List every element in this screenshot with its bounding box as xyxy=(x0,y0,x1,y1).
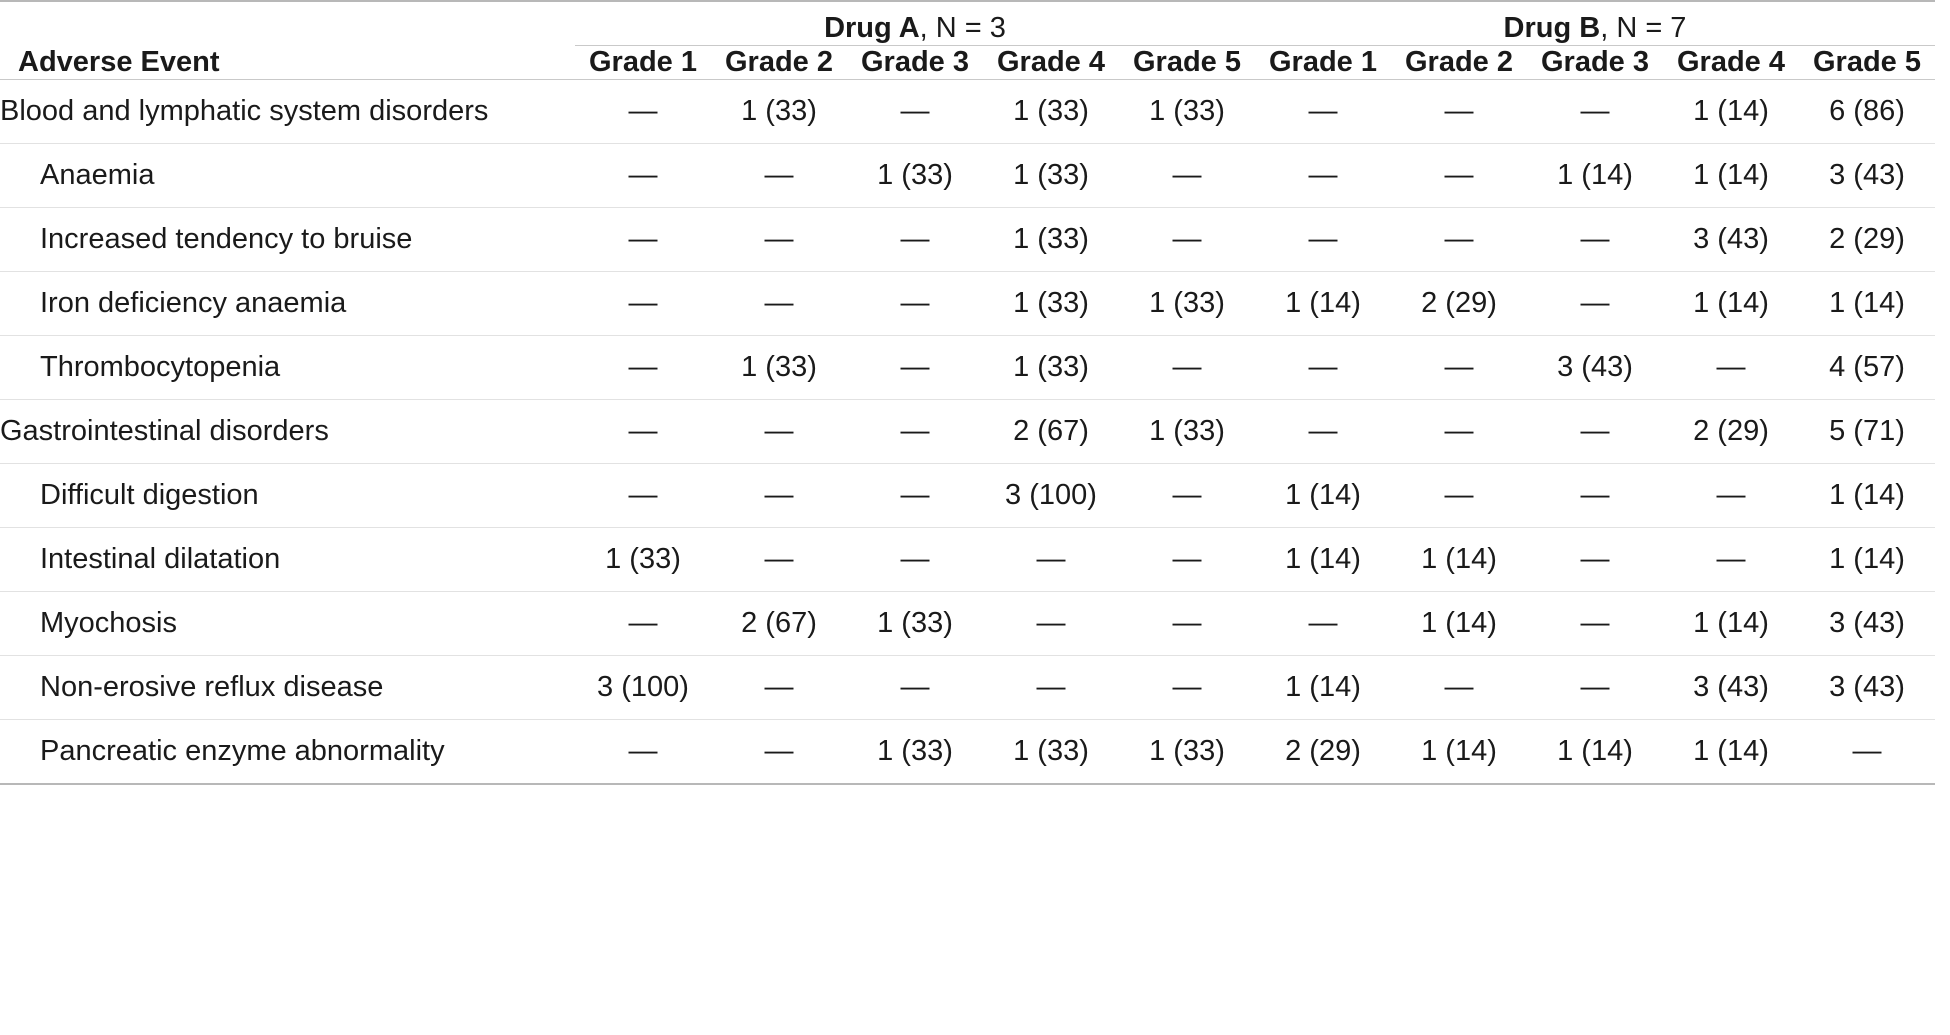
cell-value: 2 (67) xyxy=(983,400,1119,464)
table-row xyxy=(0,272,1935,336)
table-top-rule xyxy=(0,1,1935,12)
group-a-n: , N = 3 xyxy=(919,12,1006,44)
cell-value: 1 (33) xyxy=(983,80,1119,144)
cell-value: — xyxy=(847,80,983,144)
cell-value: — xyxy=(711,400,847,464)
cell-value: 1 (14) xyxy=(1527,720,1663,785)
table-row xyxy=(0,656,1935,720)
group-header-drug-b xyxy=(1255,12,1935,46)
column-header-a-grade-3: Grade 3 xyxy=(847,46,983,80)
table-row xyxy=(0,336,1935,400)
cell-value: 1 (33) xyxy=(983,208,1119,272)
cell-value: 1 (33) xyxy=(575,528,711,592)
cell-value: 1 (33) xyxy=(847,144,983,208)
cell-value: — xyxy=(1391,336,1527,400)
cell-value: 1 (33) xyxy=(1119,272,1255,336)
row-label: Thrombocytopenia xyxy=(0,336,575,400)
cell-value: — xyxy=(575,144,711,208)
cell-value: — xyxy=(1119,464,1255,528)
cell-value: — xyxy=(575,592,711,656)
table-body xyxy=(0,80,1935,785)
column-header-b-grade-5: Grade 5 xyxy=(1799,46,1935,80)
row-label: Difficult digestion xyxy=(0,464,575,528)
cell-value: — xyxy=(847,400,983,464)
cell-value: — xyxy=(575,400,711,464)
cell-value: 1 (33) xyxy=(983,272,1119,336)
cell-value: 1 (14) xyxy=(1255,656,1391,720)
cell-value: — xyxy=(1119,208,1255,272)
group-a-name: Drug A xyxy=(824,12,920,44)
table-row xyxy=(0,80,1935,144)
group-b-n: , N = 7 xyxy=(1600,12,1687,44)
cell-value: — xyxy=(711,720,847,785)
table-row xyxy=(0,144,1935,208)
cell-value: 1 (14) xyxy=(1663,80,1799,144)
cell-value: 1 (14) xyxy=(1255,464,1391,528)
cell-value: — xyxy=(1663,528,1799,592)
cell-value: — xyxy=(1527,80,1663,144)
cell-value: 1 (33) xyxy=(711,80,847,144)
cell-value: 1 (14) xyxy=(1663,720,1799,785)
cell-value: 3 (100) xyxy=(983,464,1119,528)
row-label: Intestinal dilatation xyxy=(0,528,575,592)
row-label: Gastrointestinal disorders xyxy=(0,400,575,464)
cell-value: 1 (33) xyxy=(711,336,847,400)
column-header-adverse-event: Adverse Event xyxy=(0,46,575,80)
cell-value: 6 (86) xyxy=(1799,80,1935,144)
cell-value: — xyxy=(983,528,1119,592)
cell-value: 1 (14) xyxy=(1391,592,1527,656)
cell-value: — xyxy=(1527,208,1663,272)
table-row xyxy=(0,464,1935,528)
column-header-a-grade-5: Grade 5 xyxy=(1119,46,1255,80)
cell-value: — xyxy=(847,528,983,592)
cell-value: 3 (100) xyxy=(575,656,711,720)
group-header-row xyxy=(0,12,1935,46)
cell-value: — xyxy=(983,592,1119,656)
cell-value: 1 (33) xyxy=(983,720,1119,785)
table-row xyxy=(0,400,1935,464)
group-header-drug-a xyxy=(575,12,1255,46)
cell-value: 1 (14) xyxy=(1663,272,1799,336)
cell-value: — xyxy=(847,208,983,272)
cell-value: — xyxy=(1391,80,1527,144)
cell-value: — xyxy=(711,464,847,528)
cell-value: — xyxy=(1119,336,1255,400)
cell-value: 2 (29) xyxy=(1663,400,1799,464)
cell-value: 1 (14) xyxy=(1391,720,1527,785)
cell-value: — xyxy=(1255,144,1391,208)
cell-value: 1 (33) xyxy=(983,144,1119,208)
column-header-b-grade-3: Grade 3 xyxy=(1527,46,1663,80)
table-row xyxy=(0,528,1935,592)
column-header-a-grade-4: Grade 4 xyxy=(983,46,1119,80)
cell-value: 2 (67) xyxy=(711,592,847,656)
cell-value: 5 (71) xyxy=(1799,400,1935,464)
cell-value: 1 (14) xyxy=(1799,528,1935,592)
row-label: Blood and lymphatic system disorders xyxy=(0,80,575,144)
cell-value: 3 (43) xyxy=(1799,656,1935,720)
cell-value: — xyxy=(1527,272,1663,336)
cell-value: — xyxy=(1119,592,1255,656)
group-header-spacer xyxy=(0,12,575,46)
column-header-b-grade-2: Grade 2 xyxy=(1391,46,1527,80)
table-row xyxy=(0,720,1935,785)
cell-value: — xyxy=(1391,656,1527,720)
table-head xyxy=(0,1,1935,80)
cell-value: — xyxy=(1255,80,1391,144)
cell-value: — xyxy=(1527,528,1663,592)
cell-value: — xyxy=(1391,464,1527,528)
cell-value: 3 (43) xyxy=(1799,592,1935,656)
cell-value: — xyxy=(1527,400,1663,464)
cell-value: — xyxy=(1527,656,1663,720)
cell-value: — xyxy=(1119,656,1255,720)
row-label: Anaemia xyxy=(0,144,575,208)
cell-value: — xyxy=(1391,144,1527,208)
cell-value: 1 (33) xyxy=(1119,400,1255,464)
cell-value: — xyxy=(575,272,711,336)
cell-value: 2 (29) xyxy=(1255,720,1391,785)
cell-value: 1 (14) xyxy=(1391,528,1527,592)
table-row xyxy=(0,208,1935,272)
cell-value: 3 (43) xyxy=(1663,656,1799,720)
cell-value: 2 (29) xyxy=(1391,272,1527,336)
cell-value: — xyxy=(847,464,983,528)
row-label: Myochosis xyxy=(0,592,575,656)
cell-value: 1 (14) xyxy=(1255,272,1391,336)
cell-value: 3 (43) xyxy=(1663,208,1799,272)
cell-value: — xyxy=(1527,592,1663,656)
cell-value: — xyxy=(575,208,711,272)
cell-value: 2 (29) xyxy=(1799,208,1935,272)
cell-value: — xyxy=(1255,400,1391,464)
row-label: Increased tendency to bruise xyxy=(0,208,575,272)
cell-value: — xyxy=(575,336,711,400)
cell-value: 4 (57) xyxy=(1799,336,1935,400)
cell-value: — xyxy=(983,656,1119,720)
cell-value: — xyxy=(847,656,983,720)
row-label: Iron deficiency anaemia xyxy=(0,272,575,336)
cell-value: 1 (14) xyxy=(1799,464,1935,528)
cell-value: — xyxy=(575,720,711,785)
cell-value: 1 (14) xyxy=(1527,144,1663,208)
cell-value: 1 (33) xyxy=(1119,80,1255,144)
cell-value: — xyxy=(1527,464,1663,528)
cell-value: 3 (43) xyxy=(1527,336,1663,400)
cell-value: — xyxy=(1663,464,1799,528)
cell-value: — xyxy=(1663,336,1799,400)
cell-value: — xyxy=(847,336,983,400)
cell-value: 1 (33) xyxy=(983,336,1119,400)
cell-value: — xyxy=(711,528,847,592)
cell-value: — xyxy=(575,464,711,528)
column-header-row xyxy=(0,46,1935,80)
cell-value: — xyxy=(1391,208,1527,272)
table-row xyxy=(0,592,1935,656)
column-header-a-grade-2: Grade 2 xyxy=(711,46,847,80)
cell-value: 1 (33) xyxy=(847,720,983,785)
row-label: Non-erosive reflux disease xyxy=(0,656,575,720)
cell-value: — xyxy=(711,208,847,272)
column-header-b-grade-4: Grade 4 xyxy=(1663,46,1799,80)
cell-value: 1 (14) xyxy=(1663,592,1799,656)
cell-value: — xyxy=(711,272,847,336)
cell-value: 1 (14) xyxy=(1255,528,1391,592)
cell-value: — xyxy=(1255,208,1391,272)
cell-value: — xyxy=(711,656,847,720)
cell-value: 1 (14) xyxy=(1799,272,1935,336)
cell-value: 1 (14) xyxy=(1663,144,1799,208)
cell-value: — xyxy=(1119,144,1255,208)
cell-value: — xyxy=(1255,336,1391,400)
cell-value: — xyxy=(711,144,847,208)
cell-value: 3 (43) xyxy=(1799,144,1935,208)
column-header-b-grade-1: Grade 1 xyxy=(1255,46,1391,80)
column-header-a-grade-1: Grade 1 xyxy=(575,46,711,80)
cell-value: — xyxy=(1255,592,1391,656)
cell-value: 1 (33) xyxy=(1119,720,1255,785)
cell-value: — xyxy=(1119,528,1255,592)
row-label: Pancreatic enzyme abnormality xyxy=(0,720,575,785)
cell-value: — xyxy=(1799,720,1935,785)
cell-value: — xyxy=(575,80,711,144)
cell-value: 1 (33) xyxy=(847,592,983,656)
group-b-name: Drug B xyxy=(1503,12,1601,44)
cell-value: — xyxy=(1391,400,1527,464)
cell-value: — xyxy=(847,272,983,336)
